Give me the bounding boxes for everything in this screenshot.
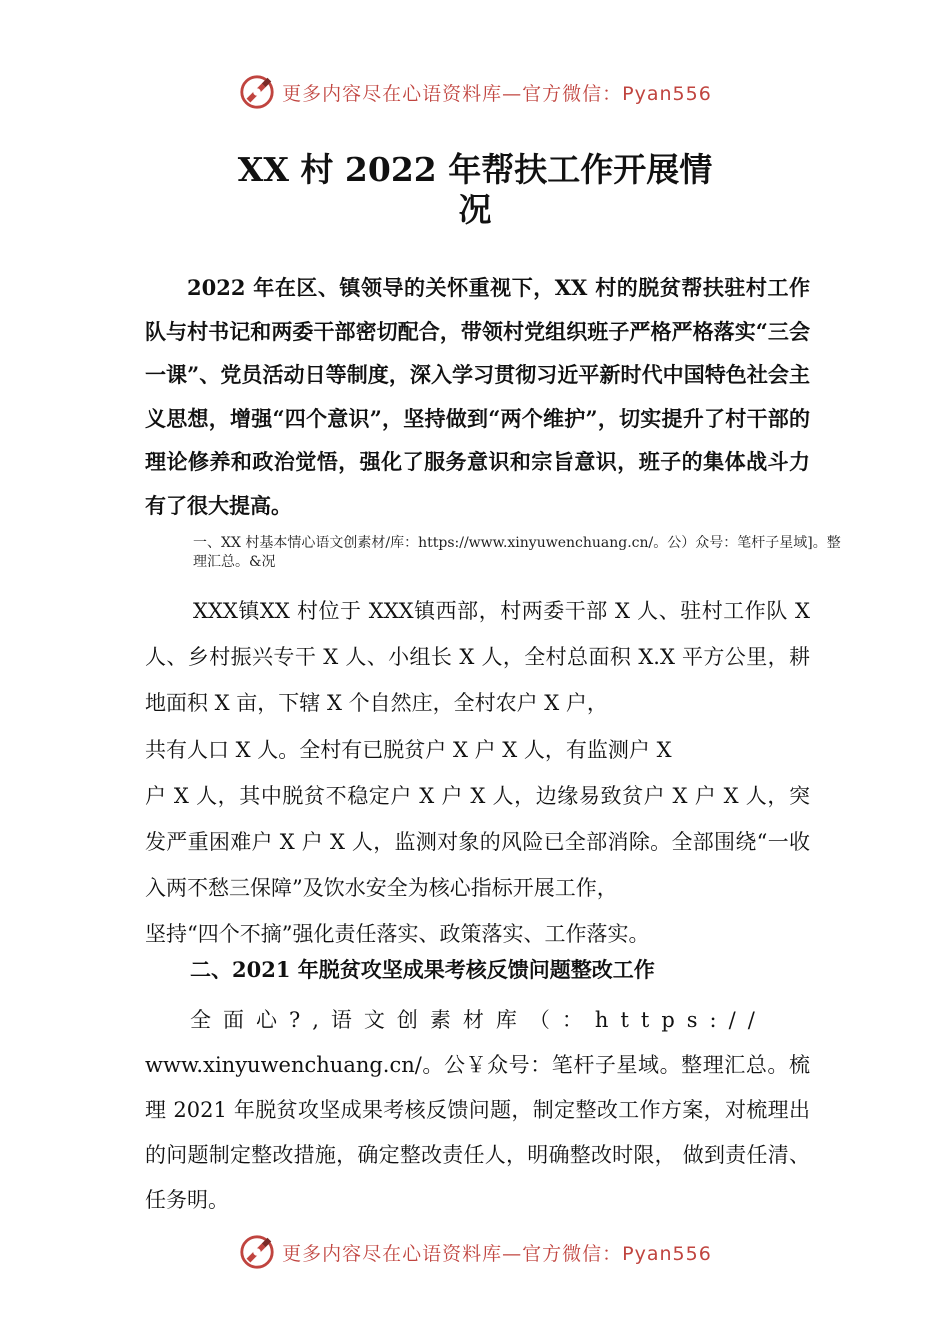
section2-heading: 二、2021 年脱贫攻坚成果考核反馈问题整改工作: [190, 957, 655, 982]
rectification-rest: www.xinyuwenchuang.cn/。公￥众号：笔杆子星域。整理汇总。梳理 2021 年脱贫攻坚成果考核反馈问题，制定整改工作方案，对梳理出的问题制定整改措施，确定整改责任人，明确整改时限， 做到责任清、任务明。: [145, 1053, 810, 1212]
logo-icon: [238, 1233, 276, 1271]
title-line-2: 况: [458, 190, 492, 229]
section1-heading: 一、XX 村基本情心语文创素材/库：https://www.xinyuwenchuang.cn/。公）众号：笔杆子星域]。整理汇总。&况: [193, 535, 841, 570]
intro-paragraph: 2022 年在区、镇领导的关怀重视下，XX 村的脱贫帮扶驻村工作队与村书记和两委干部密切配合，带领村党组织班子严格严格落实“三会一课”、党员活动日等制度，深入学习贯彻习近平新时代中国特色社会主义思想，增强“四个意识”，坚持做到“两个维护”，切实提升了村干部的理论修养和政治觉悟，强化了服务意识和宗旨意识，班子的集体战斗力有了很大提高。: [145, 275, 810, 518]
basic-info-paragraph: [145, 588, 810, 958]
watermark-text: 更多内容尽在心语资料库—官方微信：Pyan556: [282, 1242, 712, 1265]
watermark-banner-top: [0, 70, 950, 114]
watermark-banner-bottom: [0, 1230, 950, 1274]
page-title: [0, 150, 950, 230]
basic-info-line-4: 坚持“四个不摘”强化责任落实、政策落实、工作落实。: [145, 922, 650, 947]
logo-icon: [238, 73, 276, 111]
basic-info-line-1: XXX镇XX 村位于 XXX镇西部，村两委干部 X 人、驻村工作队 X 人、乡村振兴专干 X 人、小组长 X 人，全村总面积 X.X 平方公里，耕地面积 X 亩，下辖 X 个自然庄，全村农户 X 户，: [145, 599, 810, 716]
watermark-text: 更多内容尽在心语资料库—官方微信：Pyan556: [282, 82, 712, 105]
basic-info-line-3: 户 X 人，其中脱贫不稳定户 X 户 X 人，边缘易致贫户 X 户 X 人，突发严重困难户 X 户 X 人，监测对象的风险已全部消除。全部围绕“一收入两不愁三保障”及饮水安全为核心指标开展工作，: [145, 783, 810, 901]
rectification-line-1: 全面心?,语文创素材库（：https://: [190, 1008, 767, 1032]
title-line-1: XX 村 2022 年帮扶工作开展情: [237, 150, 713, 189]
rectification-paragraph: [145, 998, 810, 1223]
basic-info-line-2: 共有人口 X 人。全村有已脱贫户 X 户 X 人，有监测户 X: [145, 737, 672, 762]
